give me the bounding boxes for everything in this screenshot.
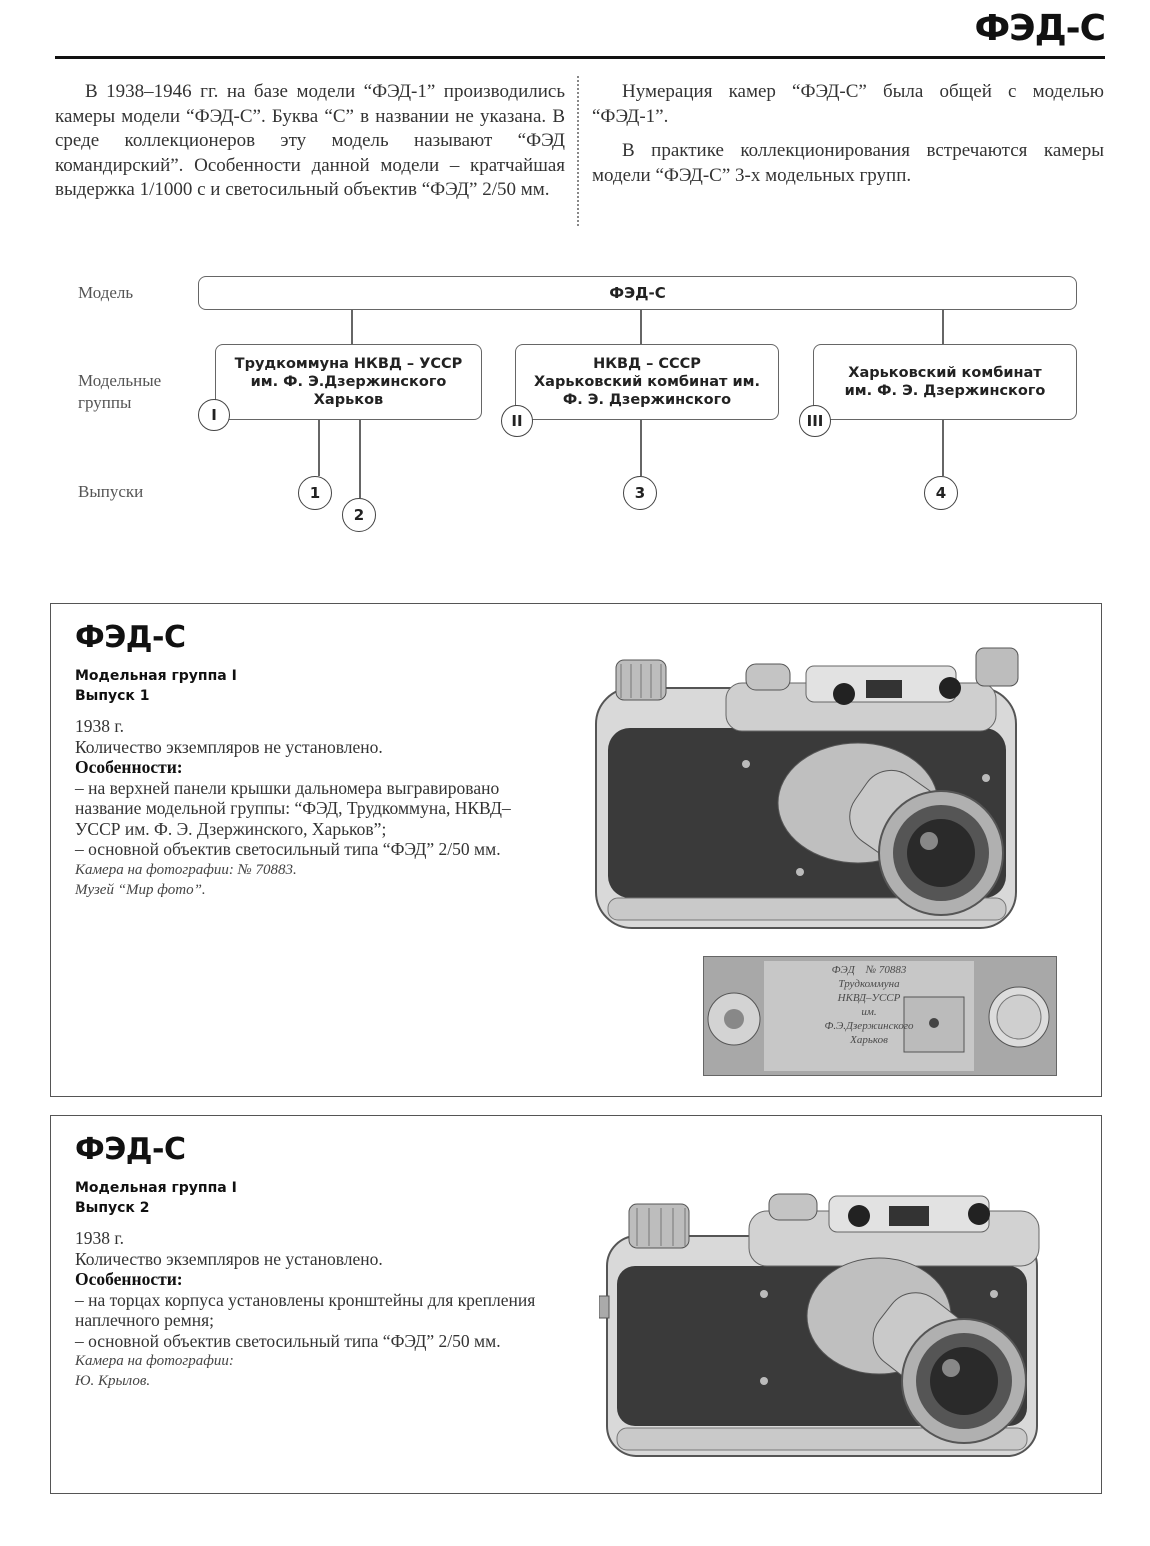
engraving-text <box>784 963 954 1047</box>
engraving-line: НКВД–УССР <box>837 992 901 1004</box>
photo-caption <box>75 860 545 900</box>
page-title: ФЭД-С <box>974 8 1105 49</box>
release-node-3: 3 <box>623 476 657 510</box>
release-node-4: 4 <box>924 476 958 510</box>
caption-line: Камера на фотографии: № 70883. <box>75 861 297 878</box>
row-label-groups-line: группы <box>78 393 132 412</box>
caption-line: Музей “Мир фото”. <box>75 881 206 898</box>
group-numeral-3: III <box>799 405 831 437</box>
group-text: им. Ф. Э.Дзержинского <box>250 374 447 390</box>
group-text: Харьков <box>313 392 384 408</box>
features-heading: Особенности: <box>75 1269 183 1289</box>
feature-item: – основной объектив светосильный типа “ФЭД” 2/50 мм. <box>75 1330 501 1351</box>
model-tree-diagram <box>0 260 1150 550</box>
group-node-2 <box>515 344 779 420</box>
engraving-line: Харьков <box>850 1034 888 1046</box>
feature-item: – основной объектив светосильный типа “ФЭД” 2/50 мм. <box>75 839 501 859</box>
group-node-3 <box>813 344 1077 420</box>
connector-line <box>942 420 944 476</box>
row-label-model: Модель <box>78 283 134 302</box>
row-label-groups-line: Модельные <box>78 371 162 390</box>
connector-line <box>318 420 320 476</box>
camera-photo <box>586 628 1031 946</box>
card-title: ФЭД-С <box>75 620 186 655</box>
connector-line <box>640 310 642 344</box>
intro-paragraph: Нумерация камер “ФЭД-С” была общей с моделью “ФЭД-1”. <box>592 81 1104 127</box>
connector-line <box>359 420 361 498</box>
intro-paragraph: В 1938–1946 гг. на базе модели “ФЭД-1” производились камеры модели “ФЭД-С”. Буква “С” в названии не указана. В среде коллекционеров эту модель называют “ФЭД командирский”. Особенности данной модели – кратчайшая выдержка 1/1000 с и светосильный объектив “ФЭД” 2/50 мм. <box>55 81 565 200</box>
group-text: Трудкоммуна НКВД – УССР <box>234 356 463 372</box>
count-text: Количество экземпляров не установлено. <box>75 1248 383 1269</box>
camera-photo <box>599 1166 1054 1466</box>
release-label: Выпуск 1 <box>75 688 150 704</box>
intro-paragraph: В практике коллекционирования встречаются камеры модели “ФЭД-С” 3-х модельных групп. <box>592 140 1104 186</box>
photo-caption <box>75 1351 545 1391</box>
intro-right-column <box>592 80 1104 198</box>
group-numeral-2: II <box>501 405 533 437</box>
card-description <box>75 1228 545 1391</box>
release-node-1: 1 <box>298 476 332 510</box>
count-text: Количество экземпляров не установлено. <box>75 736 383 757</box>
group-text: им. Ф. Э. Дзержинского <box>844 383 1046 399</box>
connector-line <box>942 310 944 344</box>
title-rule <box>55 56 1105 59</box>
model-node: ФЭД-С <box>198 276 1077 310</box>
release-node-2: 2 <box>342 498 376 532</box>
column-divider <box>577 76 579 226</box>
model-card <box>50 603 1102 1097</box>
connector-line <box>640 420 642 476</box>
model-group-label: Модельная группа I <box>75 668 237 684</box>
intro-left-column <box>55 80 565 213</box>
row-label-releases: Выпуски <box>78 482 144 501</box>
card-subtitle <box>75 666 237 706</box>
engraving-line: Ф.Э.Дзержинского <box>824 1020 914 1032</box>
group-text: Харьковский комбинат им. <box>533 374 760 390</box>
group-node-1 <box>215 344 482 420</box>
caption-line: Ю. Крылов. <box>75 1373 151 1389</box>
engraving-detail-photo <box>703 956 1057 1076</box>
feature-item: – на верхней панели крышки дальномера выгравировано название модельной группы: “ФЭД, Трудкоммуна, НКВД–УССР им. Ф. Э. Дзержинского, Харьков”; <box>75 777 511 839</box>
row-label-groups <box>78 370 161 414</box>
group-text: Харьковский комбинат <box>848 365 1042 381</box>
group-numeral-1: I <box>198 399 230 431</box>
card-subtitle <box>75 1178 237 1218</box>
group-text: Ф. Э. Дзержинского <box>562 392 732 408</box>
model-card <box>50 1115 1102 1494</box>
engraving-line: им. <box>861 1006 877 1018</box>
year-text: 1938 г. <box>75 1228 124 1248</box>
card-title: ФЭД-С <box>75 1132 186 1167</box>
feature-item: – на торцах корпуса установлены кронштейны для крепления наплечного ремня; <box>75 1289 536 1330</box>
connector-line <box>351 310 353 344</box>
caption-line: Камера на фотографии: <box>75 1353 234 1369</box>
features-heading: Особенности: <box>75 757 183 777</box>
group-text: НКВД – СССР <box>593 356 701 372</box>
year-text: 1938 г. <box>75 716 124 736</box>
engraving-line: ФЭД № 70883 <box>831 964 907 976</box>
release-label: Выпуск 2 <box>75 1200 150 1216</box>
model-group-label: Модельная группа I <box>75 1180 237 1196</box>
engraving-line: Трудкоммуна <box>838 978 900 990</box>
card-description <box>75 716 545 900</box>
